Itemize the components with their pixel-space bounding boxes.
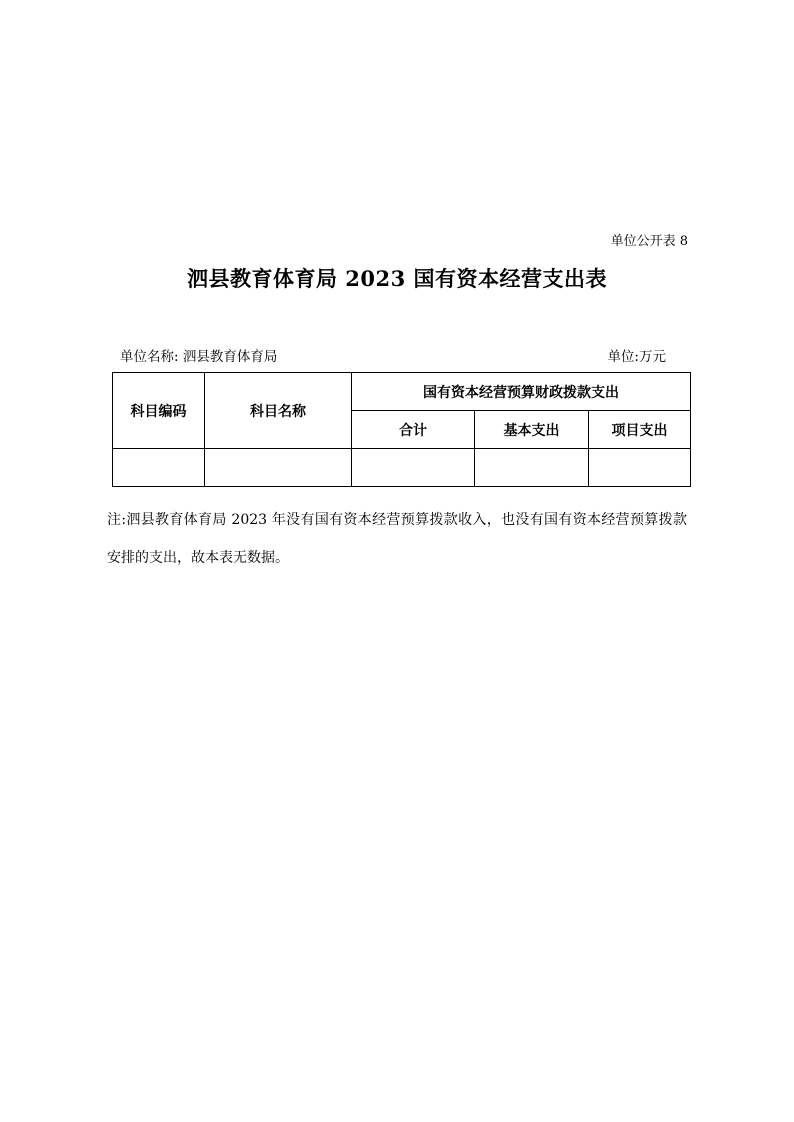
cell-project bbox=[589, 449, 691, 487]
cell-total bbox=[352, 449, 475, 487]
footnote: 注:泗县教育体育局 2023 年没有国有资本经营预算拨款收入，也没有国有资本经营预算拨款安排的支出，故本表无数据。 bbox=[107, 512, 687, 566]
expenditure-table bbox=[112, 372, 691, 487]
header-total: 合计 bbox=[352, 411, 475, 449]
cell-code bbox=[113, 449, 205, 487]
unit-measure: 单位:万元 bbox=[607, 349, 666, 365]
page-title: 泗县教育体育局 2023 国有资本经营支出表 bbox=[186, 266, 608, 291]
cell-name bbox=[205, 449, 352, 487]
header-state-capital-budget-expenditure: 国有资本经营预算财政拨款支出 bbox=[352, 373, 691, 411]
cell-basic bbox=[475, 449, 589, 487]
table-number: 单位公开表 8 bbox=[610, 234, 688, 249]
unit-name: 单位名称: 泗县教育体育局 bbox=[120, 349, 278, 365]
header-basic-expenditure: 基本支出 bbox=[475, 411, 589, 449]
table-row bbox=[113, 449, 691, 487]
header-subject-name: 科目名称 bbox=[205, 373, 352, 449]
header-project-expenditure: 项目支出 bbox=[589, 411, 691, 449]
header-subject-code: 科目编码 bbox=[113, 373, 205, 449]
